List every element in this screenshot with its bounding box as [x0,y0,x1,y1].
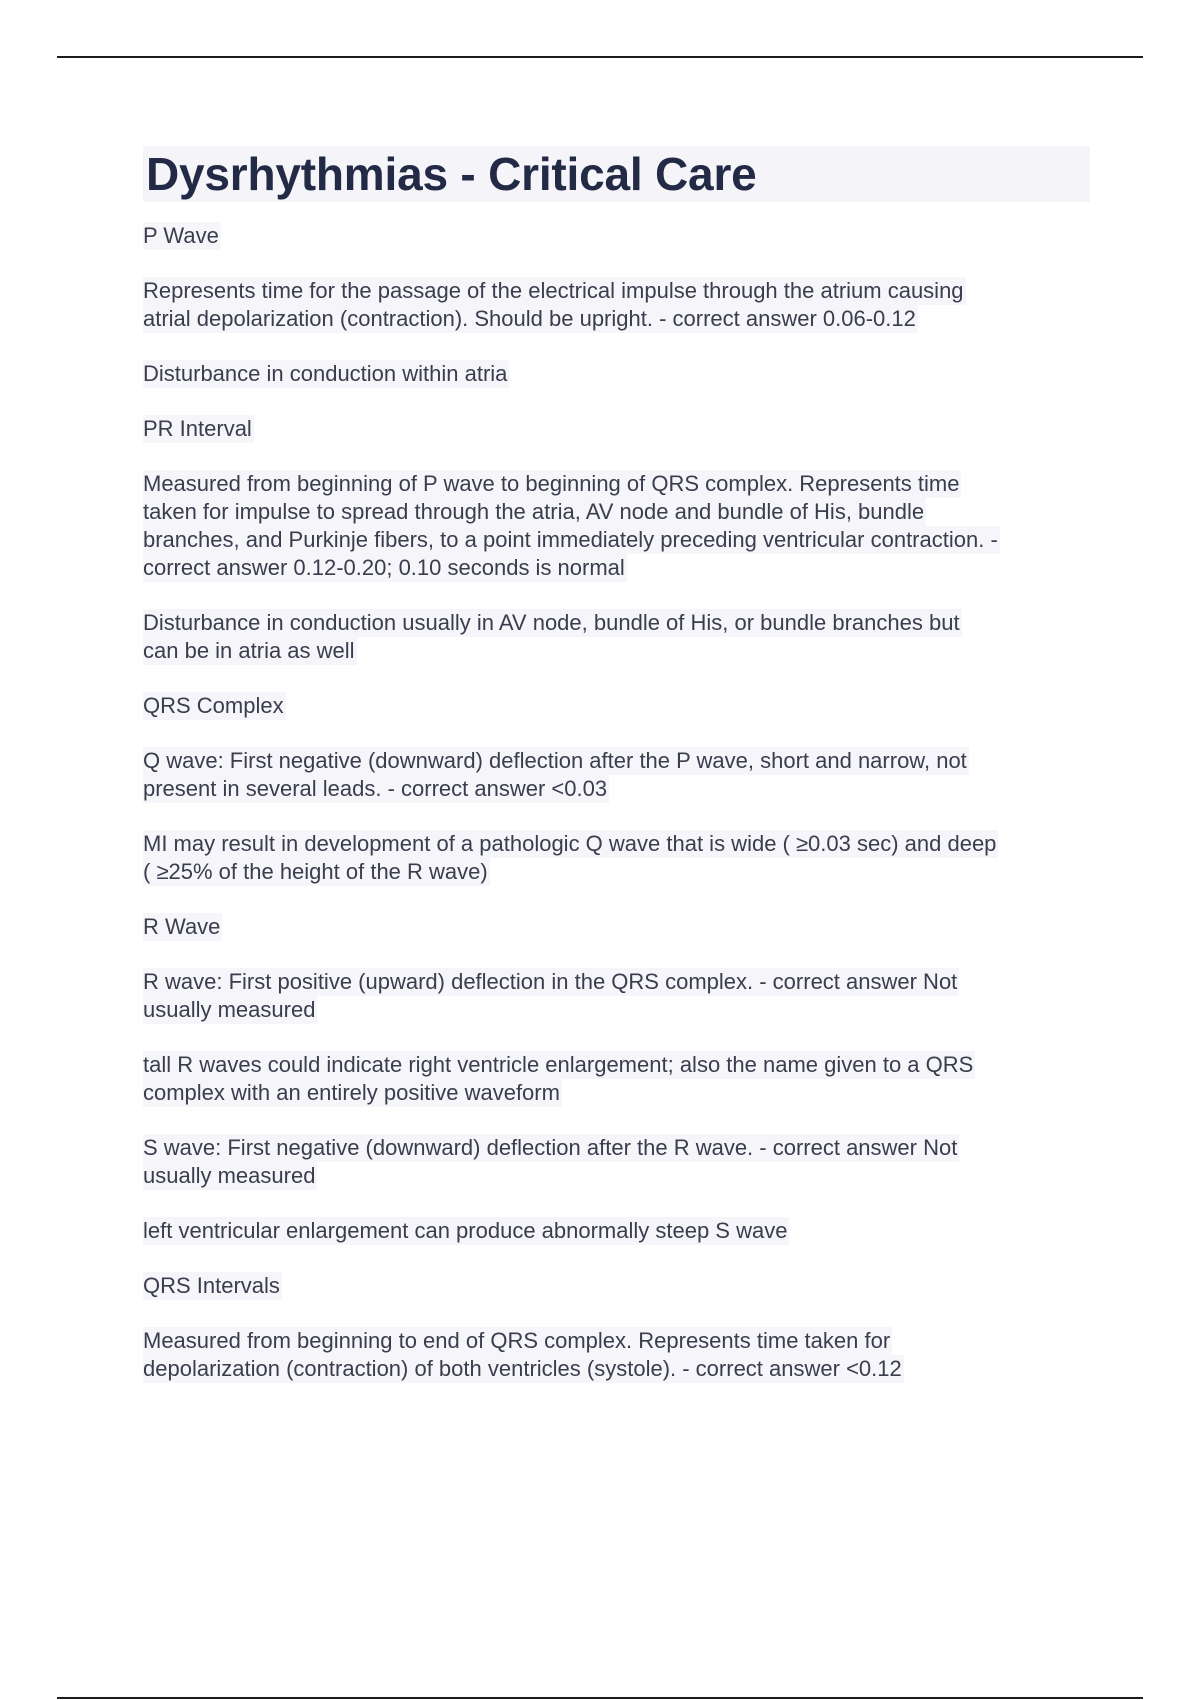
document-body [143,146,1090,1410]
document-title: Dysrhythmias - Critical Care [146,148,757,200]
text-line: Disturbance in conduction within atria [143,361,508,386]
text-line: present in several leads. - correct answer <0.03 [143,776,608,801]
text-block [143,609,1090,665]
text-line: PR Interval [143,416,252,441]
text-line: Disturbance in conduction usually in AV node, bundle of His, or bundle branches but [143,610,960,635]
text-block [143,470,1090,582]
text-block [143,1272,1090,1300]
text-block [143,1327,1090,1383]
page-top-rule [57,56,1143,58]
text-line: usually measured [143,997,316,1022]
text-block [143,1134,1090,1190]
text-line: Q wave: First negative (downward) deflection after the P wave, short and narrow, not [143,748,967,773]
text-line: ( ≥25% of the height of the R wave) [143,859,488,884]
text-block [143,830,1090,886]
text-block [143,968,1090,1024]
text-line: usually measured [143,1163,316,1188]
document-blocks [143,222,1090,1383]
text-line: MI may result in development of a pathologic Q wave that is wide ( ≥0.03 sec) and deep [143,831,997,856]
text-line: atrial depolarization (contraction). Should be upright. - correct answer 0.06-0.12 [143,306,916,331]
text-block [143,1217,1090,1245]
text-block [143,747,1090,803]
text-line: P Wave [143,223,219,248]
text-line: complex with an entirely positive waveform [143,1080,560,1105]
text-line: Measured from beginning to end of QRS complex. Represents time taken for [143,1328,891,1353]
text-line: QRS Complex [143,693,284,718]
text-line: tall R waves could indicate right ventricle enlargement; also the name given to a QRS [143,1052,974,1077]
text-line: left ventricular enlargement can produce abnormally steep S wave [143,1218,788,1243]
page-bottom-rule [57,1697,1143,1699]
text-line: R Wave [143,914,221,939]
text-block [143,913,1090,941]
text-block [143,277,1090,333]
text-line: R wave: First positive (upward) deflection in the QRS complex. - correct answer Not [143,969,958,994]
text-line: Measured from beginning of P wave to beginning of QRS complex. Represents time [143,471,960,496]
text-block [143,360,1090,388]
text-line: S wave: First negative (downward) deflection after the R wave. - correct answer Not [143,1135,958,1160]
text-block [143,415,1090,443]
text-block [143,222,1090,250]
title-band [143,146,1090,202]
text-line: branches, and Purkinje fibers, to a point immediately preceding ventricular contraction. - [143,527,998,552]
text-line: correct answer 0.12-0.20; 0.10 seconds is normal [143,555,625,580]
text-block [143,692,1090,720]
text-line: taken for impulse to spread through the atria, AV node and bundle of His, bundle [143,499,925,524]
text-line: QRS Intervals [143,1273,280,1298]
text-line: Represents time for the passage of the electrical impulse through the atrium causing [143,278,964,303]
text-block [143,1051,1090,1107]
text-line: depolarization (contraction) of both ventricles (systole). - correct answer <0.12 [143,1356,902,1381]
text-line: can be in atria as well [143,638,355,663]
